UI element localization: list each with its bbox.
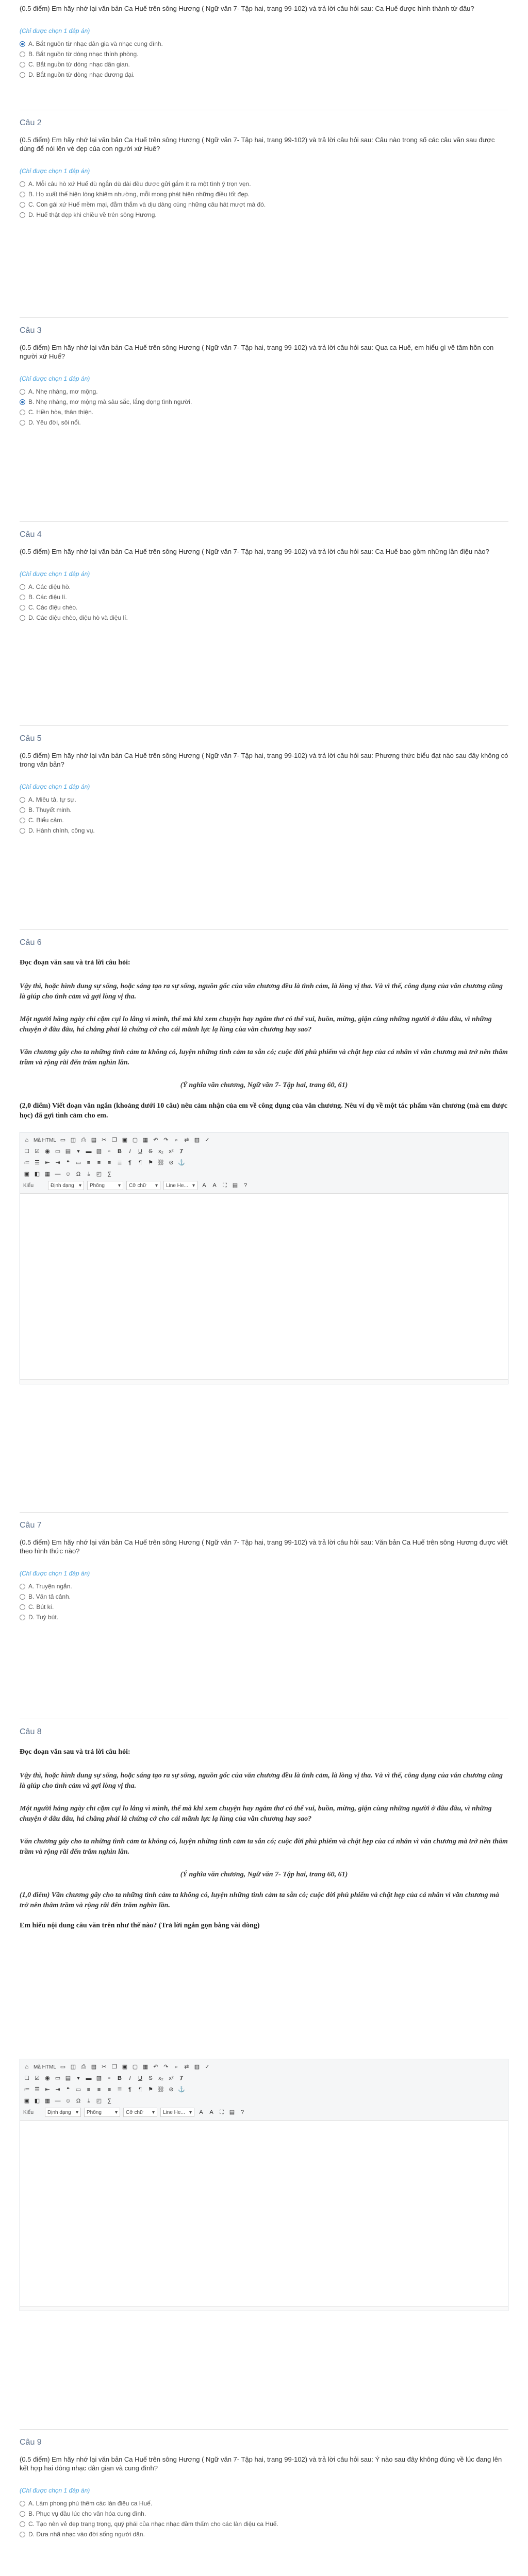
option-c[interactable]: C. Các điệu chèo. <box>20 602 508 613</box>
option-b[interactable]: B. Thuyết minh. <box>20 805 508 815</box>
template-icon[interactable]: ▤ <box>91 1137 97 1143</box>
unlink-icon[interactable]: ⊘ <box>169 1160 174 1166</box>
select-all-icon[interactable]: ▥ <box>194 1137 200 1143</box>
size-select[interactable]: Cỡ chữ ▾ <box>126 1181 160 1190</box>
question-2 <box>0 110 528 317</box>
editor-resize-handle[interactable] <box>20 1379 508 1384</box>
paste-text-icon[interactable]: ▢ <box>132 1137 138 1143</box>
align-justify-icon[interactable]: ≣ <box>117 2087 122 2093</box>
source-button[interactable]: Mã HTML <box>34 2064 56 2070</box>
show-blocks-icon[interactable]: ▤ <box>229 2109 235 2115</box>
superscript-icon[interactable]: x² <box>169 2075 174 2081</box>
preview-icon[interactable]: ◫ <box>70 1137 76 1143</box>
question-8 <box>0 1719 528 2429</box>
passage-paragraph: Văn chương gây cho ta những tình cảm ta không có, luyện những tình cảm ta sẵn có; cuộc đời phù phiếm và chật hẹp của cá nhân vì văn chương mà trở nên thâm trầm và rộng rãi đến trăm nghìn lần. <box>20 1838 508 1856</box>
align-justify-icon[interactable]: ≣ <box>117 1160 122 1166</box>
div-icon[interactable]: ▭ <box>75 1160 81 1166</box>
form-icon[interactable]: ☐ <box>24 2075 29 2081</box>
bulleted-list-icon[interactable]: ☰ <box>35 2087 40 2093</box>
passage-paragraph: (1,0 điểm) Văn chương gây cho ta những tình cảm ta không có, luyện những tình cảm ta sẵn có; cuộc đời phù phiếm và chật hẹp của cá nhân vì văn chương mà trở nên thâm trầm và rộng rãi đến trăm nghìn lần. <box>20 1891 500 1909</box>
question-heading: Câu 5 <box>20 734 42 743</box>
language-icon[interactable]: ⚑ <box>148 1160 153 1166</box>
option-d[interactable]: D. Hành chính, công vụ. <box>20 825 508 836</box>
maximize-icon[interactable]: ⛶ <box>220 2109 224 2115</box>
bg-color-icon[interactable]: A <box>209 2109 213 2115</box>
copy-icon[interactable]: ❐ <box>111 2064 117 2070</box>
answer-hint: (Chỉ được chọn 1 đáp án) <box>20 167 90 175</box>
table-icon[interactable]: ▦ <box>44 2098 51 2104</box>
page-break-icon[interactable]: ⤓ <box>87 1171 90 1177</box>
radio-icon[interactable] <box>20 584 25 590</box>
replace-icon[interactable]: ⇄ <box>184 1137 189 1143</box>
option-c[interactable]: C. Tạo nên vẻ đẹp trang trọng, quý phái của nhạc nhạc đầm thấm cho các làn điệu ca Huế. <box>20 2519 508 2529</box>
clear-format-icon[interactable]: Ⱦ <box>179 1148 184 1155</box>
options-list <box>0 582 528 623</box>
form-icon[interactable]: ☐ <box>24 1148 29 1155</box>
answer-hint: (Chỉ được chọn 1 đáp án) <box>20 2487 90 2494</box>
radio-selected-icon[interactable] <box>20 41 25 47</box>
paste-word-icon[interactable]: ▦ <box>142 2064 148 2070</box>
radio-icon[interactable] <box>20 605 25 611</box>
show-blocks-icon[interactable]: ▤ <box>232 1182 238 1189</box>
radio-button-icon[interactable]: ◉ <box>45 2075 50 2081</box>
textarea-icon[interactable]: ▤ <box>65 2075 71 2081</box>
question-9 <box>0 2430 528 2576</box>
spellcheck-icon[interactable]: ✓ <box>205 2064 210 2070</box>
radio-icon[interactable] <box>20 2511 25 2517</box>
passage-paragraph: Một người hằng ngày chỉ cặm cụi lo lắng vì mình, thế mà khi xem chuyện hay ngâm thơ có thể vui, buồn, mừng, giận cùng những người ở đâu đâu, vì những chuyện ở đâu đâu, há chẳng phải là chứng cớ cho cái mãnh lực lạ lùng của văn chương hay sao? <box>20 1805 492 1823</box>
template-icon[interactable]: ▤ <box>91 2064 97 2070</box>
textarea-icon[interactable]: ▤ <box>65 1148 71 1155</box>
link-icon[interactable]: ⛓ <box>157 2087 164 2093</box>
checkbox-icon[interactable]: ☑ <box>35 1148 40 1155</box>
passage-paragraph: Vậy thì, hoặc hình dung sự sống, hoặc sáng tạo ra sự sống, nguồn gốc của văn chương đều là tình cảm, là lòng vị tha. Và vì thế, công dụng của văn chương cũng là giúp cho tình cảm và gợi lòng vị tha. <box>20 1772 503 1790</box>
indent-icon[interactable]: ⇥ <box>55 1160 60 1166</box>
question-text: (0.5 điểm) Em hãy nhớ lại văn bản Ca Huế trên sông Hương ( Ngữ văn 7- Tập hai, trang 99-102) và trả lời câu hỏi sau: Văn bản Ca Huế trên sông Hương được viết theo hình thức nào? <box>20 1538 508 1555</box>
question-heading: Câu 6 <box>20 938 42 947</box>
bold-icon[interactable]: B <box>118 2075 122 2081</box>
hidden-field-icon[interactable]: ▫ <box>108 2075 110 2081</box>
editor-toolbar <box>20 1132 508 1194</box>
editor-toolbar <box>20 2059 508 2121</box>
align-center-icon[interactable]: ≡ <box>97 2087 101 2093</box>
subscript-icon[interactable]: x₂ <box>158 1148 163 1155</box>
radio-icon[interactable] <box>20 62 25 67</box>
option-a[interactable]: A. Truyện ngắn. <box>20 1581 508 1591</box>
option-d[interactable]: D. Yêu đời, sôi nổi. <box>20 417 508 428</box>
option-a[interactable]: A. Miêu tả, tự sự. <box>20 794 508 805</box>
option-b[interactable]: B. Nhẹ nhàng, mơ mộng mà sâu sắc, lắng đọng tình người. <box>20 397 508 407</box>
size-select[interactable]: Cỡ chữ ▾ <box>123 2108 157 2117</box>
lineheight-select[interactable]: Line He... ▾ <box>160 2108 194 2117</box>
question-text: (0.5 điểm) Em hãy nhớ lại văn bản Ca Huế trên sông Hương ( Ngữ văn 7- Tập hai, trang 99-102) và trả lời câu hỏi sau: Phương thức biểu đạt nào sau đây không có trong văn bản? <box>20 752 508 768</box>
underline-icon[interactable]: U <box>138 1148 142 1155</box>
toolbar-row <box>23 2061 505 2073</box>
option-d[interactable]: D. Bắt nguồn từ dòng nhạc đương đại. <box>20 70 508 80</box>
numbered-list-icon[interactable]: ≔ <box>24 2087 30 2093</box>
select-icon[interactable]: ▾ <box>77 2075 80 2081</box>
textfield-icon[interactable]: ▭ <box>55 2075 61 2081</box>
anchor-icon[interactable]: ⚓ <box>178 1160 185 1166</box>
passage-paragraph: Vậy thì, hoặc hình dung sự sống, hoặc sáng tạo ra sự sống, nguồn gốc của văn chương đều là tình cảm, là lòng vị tha. Và vì thế, công dụng của văn chương cũng là giúp cho tình cảm và gợi lòng vị tha. <box>20 982 503 1001</box>
question-heading: Câu 2 <box>20 118 42 127</box>
options-list <box>0 794 528 836</box>
help-icon[interactable]: ? <box>243 1182 248 1189</box>
preview-icon[interactable]: ◫ <box>70 2064 76 2070</box>
question-text: (0.5 điểm) Em hãy nhớ lại văn bản Ca Huế trên sông Hương ( Ngữ văn 7- Tập hai, trang 99-102) và trả lời câu hỏi sau: Ý nào sau đây không đúng về lúc đang lên kết hợp hai dòng nhạc dân gian và cung đình? <box>20 2455 502 2472</box>
cut-icon[interactable]: ✂ <box>102 2064 107 2070</box>
radio-icon[interactable] <box>20 615 25 621</box>
superscript-icon[interactable]: x² <box>169 1148 174 1155</box>
find-icon[interactable]: ⌕ <box>174 2064 178 2070</box>
rtl-icon[interactable]: ¶ <box>139 1160 142 1166</box>
special-char-icon[interactable]: Ω <box>76 1171 81 1177</box>
new-page-icon[interactable]: ▭ <box>60 1137 66 1143</box>
option-a[interactable]: A. Bắt nguồn từ nhạc dân gia và nhạc cung đình. <box>20 39 508 49</box>
select-all-icon[interactable]: ▥ <box>194 2064 200 2070</box>
option-b[interactable]: B. Họ xuất thế hiện lòng khiêm nhường, mỗi mong phát hiện những điều tốt đẹp. <box>20 189 508 199</box>
outdent-icon[interactable]: ⇤ <box>45 1160 50 1166</box>
question-text: (0.5 điểm) Em hãy nhớ lại văn bản Ca Huế trên sông Hương ( Ngữ văn 7- Tập hai, trang 99-102) và trả lời câu hỏi sau: Qua ca Huế, em hiểu gì về tâm hồn con người xứ Huế? <box>20 344 494 360</box>
radio-icon[interactable] <box>20 807 25 813</box>
align-right-icon[interactable]: ≡ <box>107 2087 111 2093</box>
italic-icon[interactable]: I <box>129 1148 131 1155</box>
rich-text-editor <box>20 2059 508 2311</box>
image-icon[interactable]: ▣ <box>24 2098 30 2104</box>
undo-icon[interactable]: ↶ <box>153 1137 158 1143</box>
question-heading: Câu 4 <box>20 530 42 539</box>
math-icon[interactable]: ∑ <box>107 1171 111 1177</box>
rtl-icon[interactable]: ¶ <box>139 2087 142 2093</box>
option-d[interactable]: D. Các điệu chèo, điệu hò và điệu lí. <box>20 613 508 623</box>
styles-label: Kiểu <box>23 1182 34 1189</box>
outdent-icon[interactable]: ⇤ <box>45 2087 50 2093</box>
toolbar-row <box>23 1180 505 1191</box>
textfield-icon[interactable]: ▭ <box>55 1148 61 1155</box>
radio-button-icon[interactable]: ◉ <box>45 1148 50 1155</box>
question-1 <box>0 0 528 80</box>
bulleted-list-icon[interactable]: ☰ <box>35 1160 40 1166</box>
bg-color-icon[interactable]: A <box>212 1182 217 1189</box>
align-left-icon[interactable]: ≡ <box>87 1160 91 1166</box>
toolbar-row <box>23 2107 505 2118</box>
find-icon[interactable]: ⌕ <box>174 1137 178 1143</box>
question-text: (0.5 điểm) Em hãy nhớ lại văn bản Ca Huế trên sông Hương ( Ngữ văn 7- Tập hai, trang 99-102) và trả lời câu hỏi sau: Ca Huế được hình thành từ đâu? <box>20 5 474 12</box>
hidden-field-icon[interactable]: ▫ <box>108 1148 110 1155</box>
math-icon[interactable]: ∑ <box>107 2098 111 2104</box>
print-icon[interactable]: ⎙ <box>81 1137 86 1143</box>
question-prompt: (2,0 điểm) Viết đoạn văn ngắn (khoảng dưới 10 câu) nêu cảm nhận của em về công dụng của văn chương. Nêu ví dụ về một tác phẩm văn chương (mà em được học) đã gợi tình cảm cho em. <box>20 1102 507 1120</box>
radio-icon[interactable] <box>20 212 25 218</box>
answer-hint: (Chỉ được chọn 1 đáp án) <box>20 27 90 35</box>
question-heading: Câu 3 <box>20 326 42 335</box>
bold-icon[interactable]: B <box>118 1148 122 1155</box>
toolbar-row <box>23 2084 505 2095</box>
passage-source: (Ý nghĩa văn chương, Ngữ văn 7- Tập hai, trang 60, 61) <box>180 1871 348 1878</box>
question-prompt: Em hiểu nội dung câu văn trên như thế nào? (Trả lời ngắn gọn bằng vài dòng) <box>20 1922 260 1929</box>
toolbar-row <box>23 1157 505 1168</box>
passage-paragraph: Một người hằng ngày chỉ cặm cụi lo lắng vì mình, thế mà khi xem chuyện hay ngâm thơ có thể vui, buồn, mừng, giận cùng những người ở đâu đâu, vì những chuyện ở đâu đâu, há chẳng phải là chứng cớ cho cái mãnh lực lạ lùng của văn chương hay sao? <box>20 1015 492 1033</box>
align-right-icon[interactable]: ≡ <box>107 1160 111 1166</box>
question-text: (0.5 điểm) Em hãy nhớ lại văn bản Ca Huế trên sông Hương ( Ngữ văn 7- Tập hai, trang 99-102) và trả lời câu hỏi sau: Ca Huế bao gồm những lần điệu nào? <box>20 548 489 555</box>
help-icon[interactable]: ? <box>240 2109 244 2115</box>
flash-icon[interactable]: ◧ <box>34 2098 40 2104</box>
radio-icon[interactable] <box>20 420 25 426</box>
font-select[interactable]: Phông ▾ <box>87 1181 123 1190</box>
styles-label: Kiểu <box>23 2109 34 2115</box>
option-b[interactable]: B. Bắt nguồn từ dòng nhạc thính phòng. <box>20 49 508 59</box>
question-heading: Câu 9 <box>20 2437 42 2447</box>
radio-icon[interactable] <box>20 1584 25 1589</box>
option-c[interactable]: C. Con gái xứ Huế mềm mại, đằm thắm và dịu dàng cùng những câu hát mượt mà đó. <box>20 199 508 210</box>
radio-icon[interactable] <box>20 1604 25 1610</box>
radio-icon[interactable] <box>20 410 25 415</box>
spellcheck-icon[interactable]: ✓ <box>205 1137 210 1143</box>
option-a[interactable]: A. Làm phong phú thêm các làn điệu ca Huế. <box>20 2498 508 2509</box>
underline-icon[interactable]: U <box>138 2075 142 2081</box>
subscript-icon[interactable]: x₂ <box>158 2075 163 2081</box>
radio-icon[interactable] <box>20 202 25 208</box>
div-icon[interactable]: ▭ <box>75 2087 81 2093</box>
align-left-icon[interactable]: ≡ <box>87 2087 91 2093</box>
question-7 <box>0 1513 528 1719</box>
link-icon[interactable]: ⛓ <box>157 1160 164 1166</box>
source-icon[interactable]: ⌂ <box>25 2064 29 2070</box>
toolbar-row <box>23 1146 505 1157</box>
source-button[interactable]: Mã HTML <box>34 1137 56 1143</box>
select-icon[interactable]: ▾ <box>77 1148 80 1155</box>
radio-icon[interactable] <box>20 818 25 823</box>
toolbar-row <box>23 2095 505 2107</box>
radio-icon[interactable] <box>20 1594 25 1600</box>
answer-hint: (Chỉ được chọn 1 đáp án) <box>20 1570 90 1577</box>
option-b[interactable]: B. Các điệu lí. <box>20 592 508 602</box>
image-button-icon[interactable]: ▨ <box>96 2075 102 2081</box>
smiley-icon[interactable]: ☺ <box>65 1171 71 1177</box>
paste-icon[interactable]: ▣ <box>122 2064 128 2070</box>
option-c[interactable]: C. Bút kí. <box>20 1602 508 1612</box>
text-color-icon[interactable]: A <box>202 1182 206 1189</box>
question-5 <box>0 726 528 929</box>
passage-source: (Ý nghĩa văn chương, Ngữ văn 7- Tập hai, trang 60, 61) <box>180 1081 348 1089</box>
flash-icon[interactable]: ◧ <box>34 1171 40 1177</box>
radio-icon[interactable] <box>20 181 25 187</box>
smiley-icon[interactable]: ☺ <box>65 2098 71 2104</box>
option-d[interactable]: D. Huế thật đẹp khi chiều về trên sông Hương. <box>20 210 508 220</box>
toolbar-row <box>23 2073 505 2084</box>
cut-icon[interactable]: ✂ <box>102 1137 107 1143</box>
options-list <box>0 386 528 428</box>
font-select[interactable]: Phông ▾ <box>84 2108 120 2117</box>
table-icon[interactable]: ▦ <box>44 1171 51 1177</box>
iframe-icon[interactable]: ◰ <box>96 1171 102 1177</box>
toolbar-row <box>23 1168 505 1180</box>
print-icon[interactable]: ⎙ <box>81 2064 86 2070</box>
maximize-icon[interactable]: ⛶ <box>223 1182 227 1189</box>
passage-title: Đọc đoạn văn sau và trả lời câu hỏi: <box>20 959 130 967</box>
copy-icon[interactable]: ❐ <box>111 1137 117 1143</box>
iframe-icon[interactable]: ◰ <box>96 2098 102 2104</box>
replace-icon[interactable]: ⇄ <box>184 2064 189 2070</box>
question-3 <box>0 318 528 521</box>
passage-paragraph: Văn chương gây cho ta những tình cảm ta không có, luyện những tình cảm ta sẵn có; cuộc đời phù phiếm và chật hẹp của cá nhân vì văn chương mà trở nên thâm trầm và rộng rãi đến trăm nghìn lần. <box>20 1048 508 1066</box>
blockquote-icon[interactable]: ❝ <box>67 2087 70 2093</box>
radio-icon[interactable] <box>20 192 25 197</box>
option-c[interactable]: C. Hiền hòa, thân thiện. <box>20 407 508 417</box>
rich-text-editor <box>20 1132 508 1384</box>
image-icon[interactable]: ▣ <box>24 1171 30 1177</box>
answer-hint: (Chỉ được chọn 1 đáp án) <box>20 375 90 382</box>
redo-icon[interactable]: ↷ <box>163 2064 169 2070</box>
source-icon[interactable]: ⌂ <box>25 1137 29 1143</box>
radio-icon[interactable] <box>20 52 25 57</box>
option-b[interactable]: B. Văn tả cảnh. <box>20 1591 508 1602</box>
option-d[interactable]: D. Tuỳ bút. <box>20 1612 508 1622</box>
radio-icon[interactable] <box>20 1615 25 1620</box>
unlink-icon[interactable]: ⊘ <box>169 2087 174 2093</box>
option-c[interactable]: C. Bắt nguồn từ dòng nhạc dân gian. <box>20 59 508 70</box>
radio-selected-icon[interactable] <box>20 399 25 405</box>
question-heading: Câu 7 <box>20 1520 42 1530</box>
options-list <box>0 2498 528 2539</box>
question-4 <box>0 522 528 725</box>
answer-hint: (Chỉ được chọn 1 đáp án) <box>20 783 90 790</box>
radio-icon[interactable] <box>20 72 25 78</box>
clear-format-icon[interactable]: Ⱦ <box>179 2075 184 2081</box>
special-char-icon[interactable]: Ω <box>76 2098 81 2104</box>
text-color-icon[interactable]: A <box>199 2109 203 2115</box>
align-center-icon[interactable]: ≡ <box>97 1160 101 1166</box>
option-b[interactable]: B. Phục vụ đầu lúc cho văn hóa cung đình. <box>20 2509 508 2519</box>
paste-word-icon[interactable]: ▦ <box>142 1137 148 1143</box>
italic-icon[interactable]: I <box>129 2075 131 2081</box>
radio-icon[interactable] <box>20 2521 25 2527</box>
editor-resize-handle[interactable] <box>20 2306 508 2311</box>
options-list <box>0 179 528 220</box>
button-icon[interactable]: ▬ <box>86 1148 92 1155</box>
option-a[interactable]: A. Mỗi câu hò xứ Huế dù ngắn dù dài đều được gửi gắm ít ra một tình ý trọn vẹn. <box>20 179 508 189</box>
paste-text-icon[interactable]: ▢ <box>132 2064 138 2070</box>
numbered-list-icon[interactable]: ≔ <box>24 1160 30 1166</box>
undo-icon[interactable]: ↶ <box>153 2064 158 2070</box>
passage-title: Đọc đoạn văn sau và trả lời câu hỏi: <box>20 1748 130 1756</box>
format-select[interactable]: Định dạng ▾ <box>48 1181 84 1190</box>
radio-icon[interactable] <box>20 797 25 803</box>
anchor-icon[interactable]: ⚓ <box>178 2087 185 2093</box>
question-heading: Câu 8 <box>20 1727 42 1736</box>
new-page-icon[interactable]: ▭ <box>60 2064 66 2070</box>
options-list <box>0 1581 528 1622</box>
button-icon[interactable]: ▬ <box>86 2075 92 2081</box>
horizontal-line-icon[interactable]: ― <box>55 2098 61 2104</box>
ltr-icon[interactable]: ¶ <box>128 1160 131 1166</box>
editor-content-area[interactable] <box>20 2121 508 2306</box>
option-d[interactable]: D. Đưa nhã nhạc vào đời sống người dân. <box>20 2529 508 2539</box>
checkbox-icon[interactable]: ☑ <box>35 2075 40 2081</box>
page-break-icon[interactable]: ⤓ <box>87 2098 90 2104</box>
answer-hint: (Chỉ được chọn 1 đáp án) <box>20 570 90 578</box>
radio-icon[interactable] <box>20 389 25 395</box>
toolbar-row <box>23 1134 505 1146</box>
question-text: (0.5 điểm) Em hãy nhớ lại văn bản Ca Huế trên sông Hương ( Ngữ văn 7- Tập hai, trang 99-102) và trả lời câu hỏi sau: Câu nào trong số các câu văn sau được dùng để nói lên vẻ đẹp của con người xứ Huế? <box>20 136 495 152</box>
ltr-icon[interactable]: ¶ <box>128 2087 131 2093</box>
radio-icon[interactable] <box>20 828 25 834</box>
indent-icon[interactable]: ⇥ <box>55 2087 60 2093</box>
strikethrough-icon[interactable]: S <box>148 1148 153 1155</box>
image-button-icon[interactable]: ▨ <box>96 1148 102 1155</box>
option-a[interactable]: A. Nhẹ nhàng, mơ mộng. <box>20 386 508 397</box>
option-c[interactable]: C. Biểu cảm. <box>20 815 508 825</box>
radio-icon[interactable] <box>20 595 25 600</box>
option-a[interactable]: A. Các điệu hò. <box>20 582 508 592</box>
editor-content-area[interactable] <box>20 1194 508 1379</box>
language-icon[interactable]: ⚑ <box>148 2087 153 2093</box>
options-list <box>0 39 528 80</box>
paste-icon[interactable]: ▣ <box>122 1137 128 1143</box>
question-6 <box>0 930 528 1512</box>
radio-icon[interactable] <box>20 2532 25 2537</box>
horizontal-line-icon[interactable]: ― <box>55 1171 61 1177</box>
radio-icon[interactable] <box>20 2501 25 2506</box>
lineheight-select[interactable]: Line He... ▾ <box>163 1181 197 1190</box>
blockquote-icon[interactable]: ❝ <box>67 1160 70 1166</box>
redo-icon[interactable]: ↷ <box>163 1137 169 1143</box>
strikethrough-icon[interactable]: S <box>148 2075 153 2081</box>
format-select[interactable]: Định dạng ▾ <box>45 2108 81 2117</box>
